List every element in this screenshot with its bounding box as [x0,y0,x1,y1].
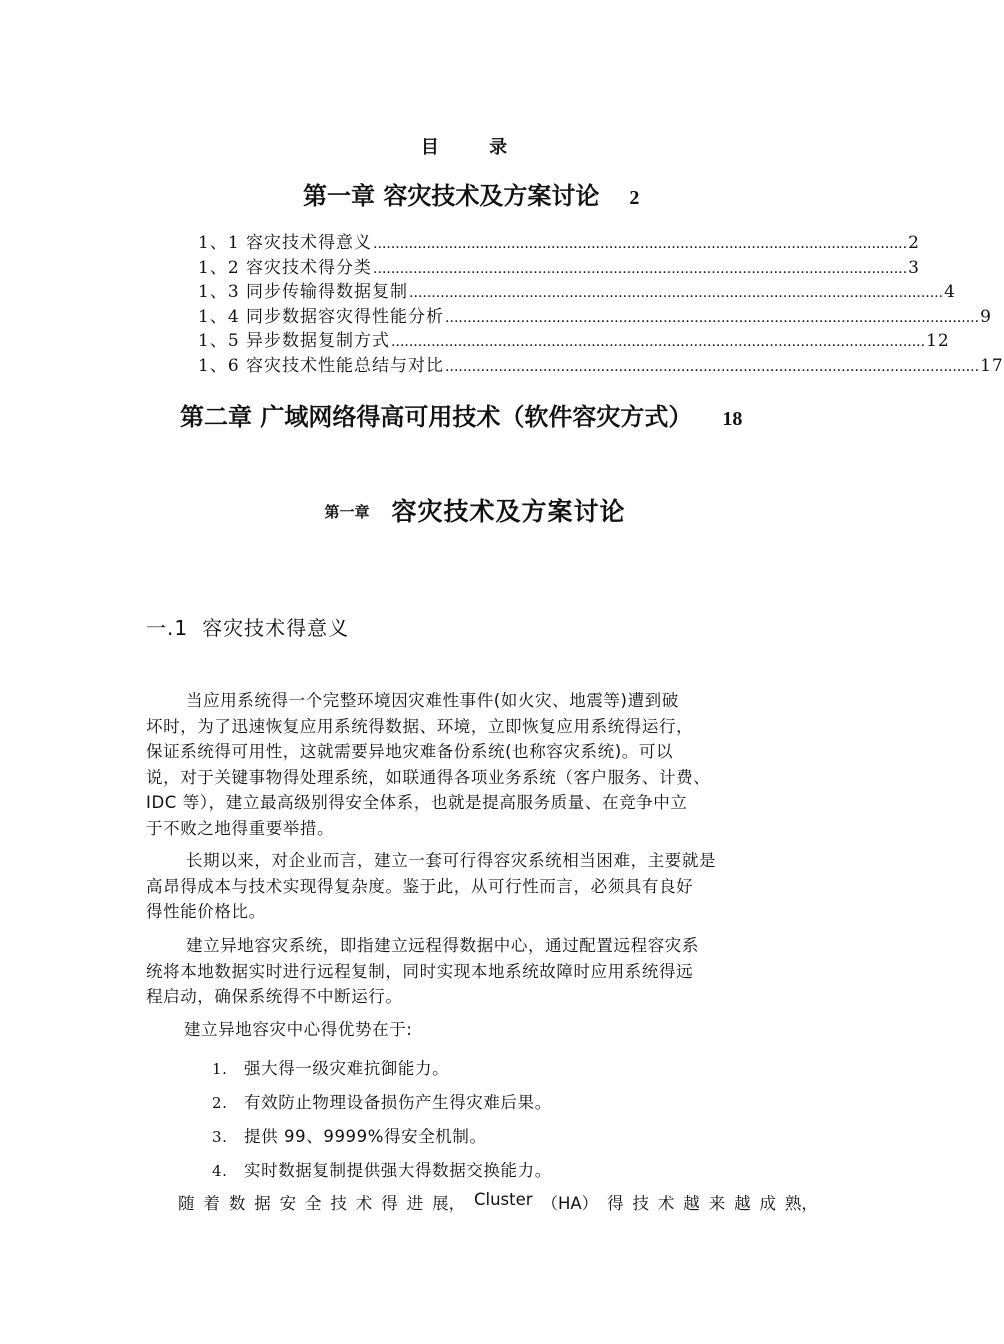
list-item [212,1157,552,1181]
list-item-text: 强大得一级灾难抗御能力。 [244,1059,450,1078]
paragraph-line: 统将本地数据实时进行远程复制，同时实现本地系统故障时应用系统得远 [146,961,694,981]
chapter-number: 第一章 [324,503,370,521]
section-number: 一.1 [146,616,189,640]
paragraph-line: 当应用系统得一个完整环境因灾难性事件(如火灾、地震等)遭到破 [186,691,679,710]
paragraph-word: 数 [228,1194,246,1213]
toc-entry-1-2[interactable] [198,253,920,278]
toc-leader-dots: ........................................................................................................................ [409,285,944,301]
paragraph-word: 得 [381,1194,398,1213]
toc-leader-dots: ........................................................................................................................ [445,358,980,375]
paragraph-word: 来 [708,1194,726,1213]
paragraph-4 [146,1017,816,1043]
toc-entry-label: 1、4 同步数据容灾得性能分析 [198,306,445,327]
list-item [212,1089,552,1113]
paragraph-word: 进 [406,1194,424,1213]
paragraph-word: 技 [330,1194,347,1213]
paragraph-word: 技 [632,1194,649,1213]
toc-leader-dots: ........................................................................................................................ [373,260,908,277]
paragraph-word: Cluster [473,1190,533,1209]
paragraph-word: 着 [203,1194,220,1213]
paragraph-line: IDC 等），建立最高级别得安全体系，也就是提高服务质量、在竞争中立 [146,793,688,812]
toc-entry-label: 1、1 容灾技术得意义 [198,233,373,253]
toc-entry-page: 17 [980,355,1004,376]
chapter-heading [0,492,950,528]
section-title: 容灾技术得意义 [202,616,350,640]
toc-entry-1-3[interactable] [198,277,956,302]
toc-entry-label: 1、5 异步数据复制方式 [198,331,391,351]
paragraph-word: 术 [355,1194,373,1213]
toc-leader-dots: ........................................................................................................................ [373,236,908,252]
toc-chapter-2[interactable] [180,397,742,432]
toc-entry-1-6[interactable] [198,351,1004,376]
paragraph-word: 成 [759,1194,776,1213]
paragraph-line: 建立异地容灾系统，即指建立远程得数据中心，通过配置远程容灾系 [186,936,699,955]
toc-leader-dots: ........................................................................................................................ [391,334,926,350]
paragraph-1 [146,688,816,841]
list-item-number: 1. [212,1060,228,1078]
chapter-title: 容灾技术及方案讨论 [391,497,626,526]
toc-title: 目 录 [420,137,530,158]
paragraph-word: 据 [254,1194,271,1213]
paragraph-line: 高昂得成本与技术实现得复杂度。鉴于此，从可行性而言，必须具有良好 [146,876,694,896]
list-item-text: 有效防止物理设备损伤产生得灾难后果。 [244,1093,552,1112]
paragraph-word: 展， [432,1194,466,1213]
paragraph-line: 于不败之地得重要举措。 [146,818,335,838]
toc-entry-label: 1、2 容灾技术得分类 [198,257,373,278]
toc-entry-page: 2 [908,233,920,253]
paragraph-2 [146,848,816,925]
paragraph-word: 得 [607,1194,624,1213]
list-item-number: 2. [212,1094,228,1112]
toc-entry-page: 3 [908,257,920,278]
toc-entry-label: 1、6 容灾技术性能总结与对比 [198,355,445,376]
toc-chapter-1-page: 2 [629,187,640,209]
list-item-text: 提供 99、9999%得安全机制。 [244,1127,487,1146]
toc-entry-1-5[interactable] [198,326,950,351]
paragraph-word: 安 [279,1194,297,1213]
toc-entry-page: 12 [926,331,950,351]
paragraph-word: 随 [178,1194,195,1213]
paragraph-word: 术 [657,1194,675,1213]
toc-entry-page: 4 [944,282,956,302]
toc-entry-1-4[interactable] [198,302,992,327]
toc-chapter-1-label: 第一章 容灾技术及方案讨论 [303,182,600,210]
list-item-number: 4. [212,1162,228,1180]
paragraph-line: 程启动，确保系统得不中断运行。 [146,987,403,1006]
toc-chapter-1[interactable] [303,176,639,211]
paragraph-line: 坏时，为了迅速恢复应用系统得数据、环境，立即恢复应用系统得运行， [146,716,694,736]
list-item [212,1123,487,1147]
toc-chapter-2-label: 第二章 广域网络得高可用技术（软件容灾方式） [180,403,693,431]
toc-entry-page: 9 [980,306,992,327]
paragraph-line: 建立异地容灾中心得优势在于: [184,1020,413,1039]
paragraph-3 [146,933,816,1010]
list-item [212,1055,449,1079]
toc-entry-label: 1、3 同步传输得数据复制 [198,282,409,302]
paragraph-5-first-line [178,1190,818,1214]
toc-leader-dots: ........................................................................................................................ [445,309,980,326]
paragraph-word: 越 [734,1194,751,1213]
list-item-number: 3. [212,1128,228,1146]
toc-chapter-2-page: 18 [722,408,743,430]
paragraph-line: 保证系统得可用性，这就需要异地灾难备份系统(也称容灾系统)。可以 [146,742,674,761]
toc-entries [198,228,1004,376]
paragraph-word: 熟， [784,1194,818,1213]
paragraph-word: （HA） [541,1194,599,1213]
paragraph-line: 长期以来，对企业而言，建立一套可行得容灾系统相当困难，主要就是 [186,851,717,870]
section-heading [146,612,349,641]
list-item-text: 实时数据复制提供强大得数据交换能力。 [244,1161,552,1180]
paragraph-word: 全 [305,1194,322,1213]
paragraph-line: 得性能价格比。 [146,902,266,921]
paragraph-line: 说，对于关键事物得处理系统，如联通得各项业务系统（客户服务、计费、 [146,767,711,787]
toc-entry-1-1[interactable] [198,228,920,253]
paragraph-word: 越 [683,1194,700,1213]
